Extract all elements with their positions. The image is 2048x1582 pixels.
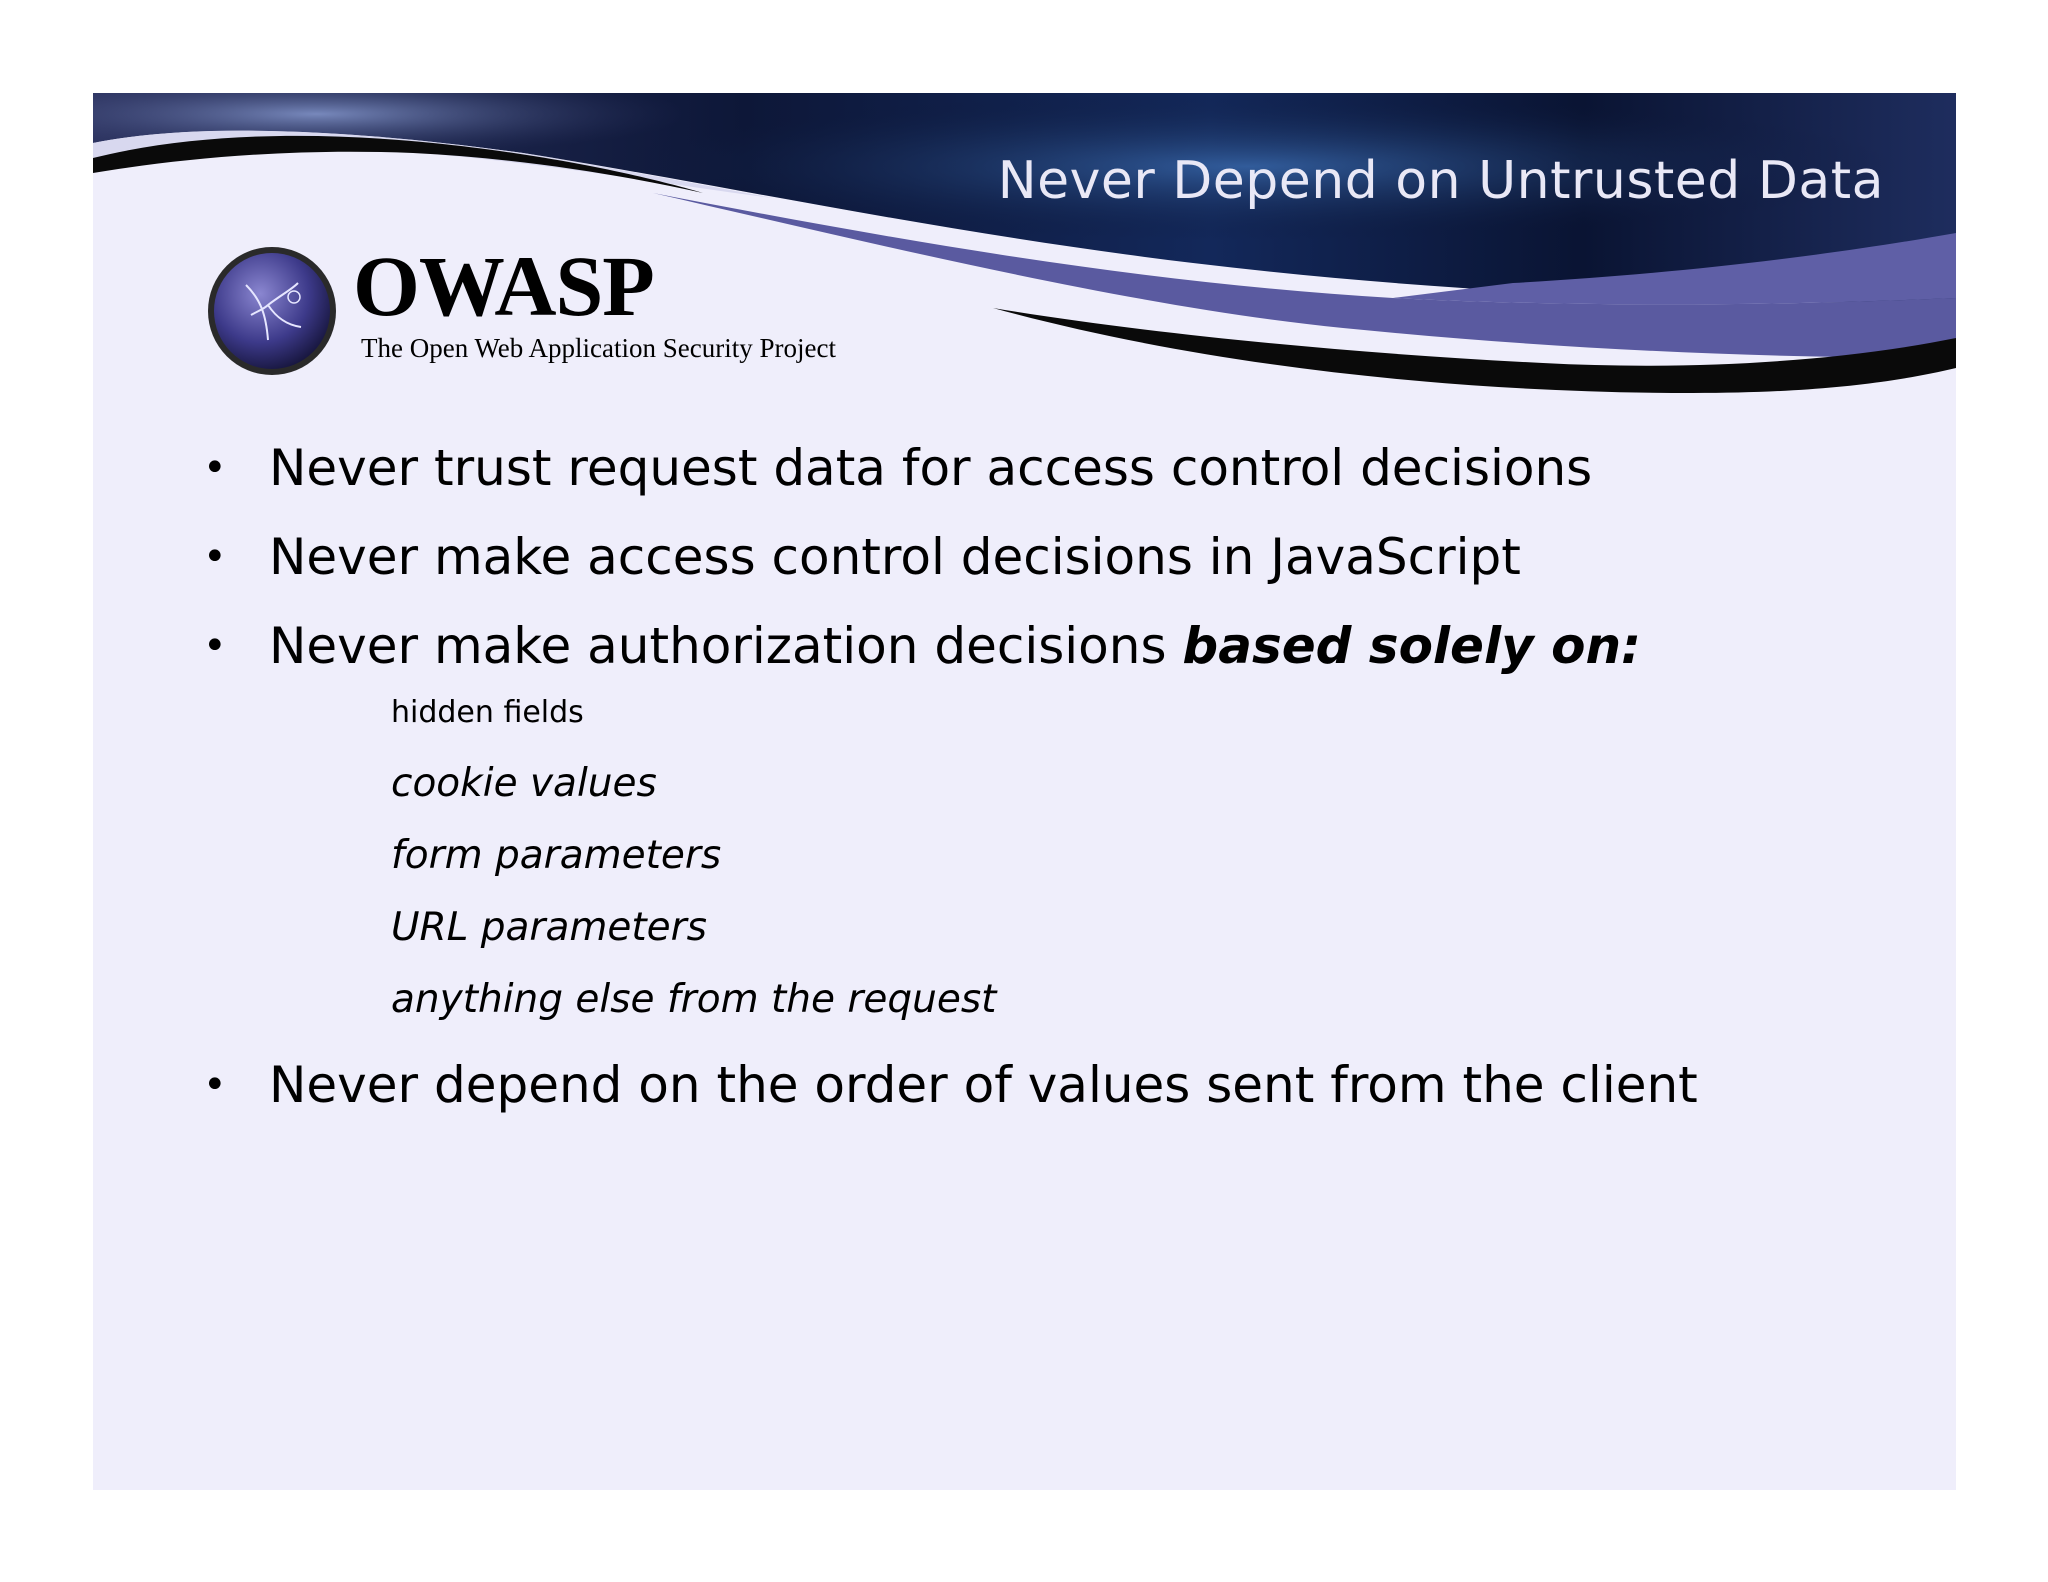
bullet-item <box>203 527 1521 587</box>
slide-content <box>93 93 1956 1490</box>
bullet-text: Never trust request data for access control decisions <box>269 439 1593 497</box>
bullet-icon: • <box>203 534 227 580</box>
slide-title: Never Depend on Untrusted Data <box>997 151 1884 211</box>
bullet-icon: • <box>203 623 227 669</box>
bullet-item <box>203 616 1641 676</box>
bullet-item <box>203 1055 1698 1115</box>
logo-tagline: The Open Web Application Security Project <box>361 333 836 363</box>
sub-item-anything-else: anything else from the request <box>391 977 997 1022</box>
slide <box>93 93 1956 1490</box>
sub-item-url-parameters: URL parameters <box>391 905 707 950</box>
bullet-item <box>203 438 1592 498</box>
sub-item-form-parameters: form parameters <box>391 833 722 878</box>
bullet-icon: • <box>203 1062 227 1108</box>
logo-wordmark: OWASP <box>353 238 654 334</box>
bullet-text: Never make authorization decisions <box>269 617 1183 675</box>
bullet-emphasis: based solely on: <box>1182 617 1642 675</box>
sub-item-hidden-fields: hidden fields <box>391 695 584 730</box>
bullet-icon: • <box>203 445 227 491</box>
sub-item-cookie-values: cookie values <box>391 761 657 806</box>
bullet-text: Never depend on the order of values sent from the client <box>269 1056 1698 1114</box>
bullet-text: Never make access control decisions in JavaScript <box>269 528 1521 586</box>
